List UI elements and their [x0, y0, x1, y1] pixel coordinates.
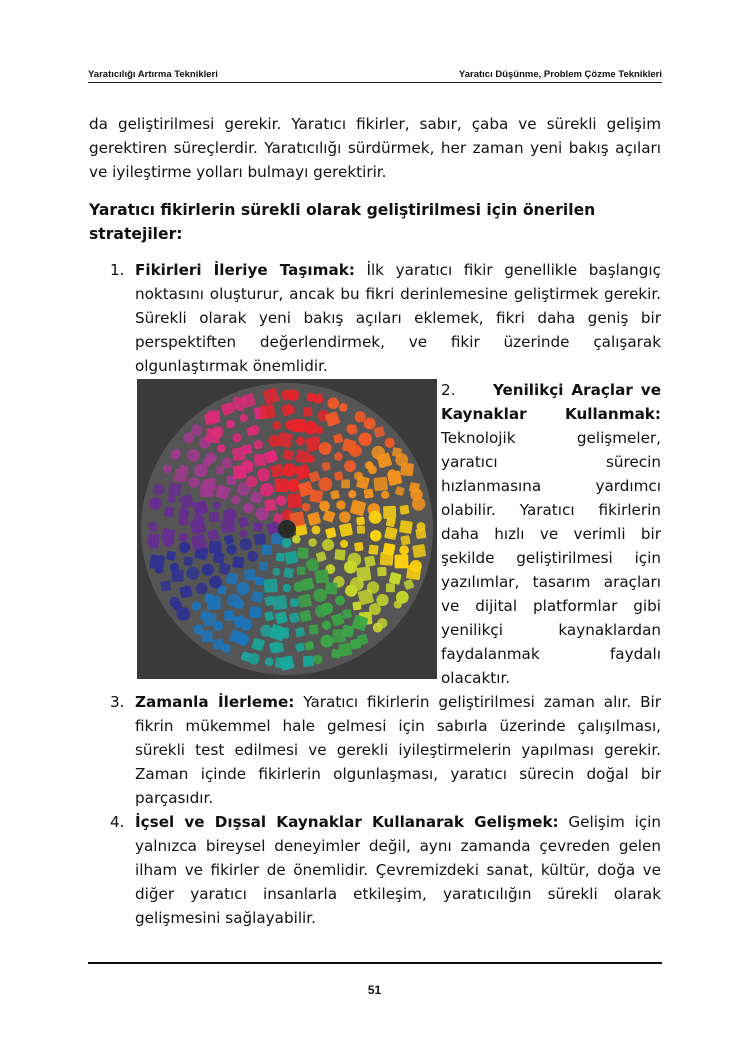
- mosaic-tile: [168, 482, 182, 496]
- mosaic-tile: [307, 455, 315, 463]
- mosaic-tile: [312, 525, 321, 534]
- mosaic-tile: [247, 551, 258, 562]
- mosaic-tile: [394, 600, 402, 608]
- mosaic-tile: [161, 528, 176, 543]
- mosaic-tile: [334, 549, 345, 560]
- mosaic-tile: [318, 477, 332, 491]
- item-text: Teknolojik gelişmeler, yaratıcı sürecin hızlanmasına yardımcı olabilir. Yaratıcı fikirlerin daha hızlı ve verimli bir şekilde geliştirilmesi için yazılımlar, tasarım araçları ve dijital platformlar gibi yenilikçi kaynaklardan faydalanmak faydalı olacaktır.: [441, 429, 661, 687]
- mosaic-tile: [250, 425, 260, 435]
- strategy-list: [89, 258, 661, 378]
- mosaic-tile: [172, 449, 181, 458]
- mosaic-tile: [192, 602, 201, 611]
- item-text: İlk yaratıcı fikir genellikle başlangıç noktasını oluşturur, ancak bu fikri derinlemesine geliştirmek gerekir. Sürekli olarak yeni bakış açıları eklemek, fikri daha geniş bir perspektiften değerlendirmek, ve fikir üzerinde çalışarak olgunlaştırmak önemlidir.: [135, 261, 661, 375]
- mosaic-tile: [186, 567, 199, 580]
- mosaic-tile: [246, 476, 257, 487]
- mosaic-tile: [250, 606, 262, 618]
- mosaic-tile: [231, 495, 241, 505]
- mosaic-tile: [223, 508, 237, 522]
- mosaic-tile: [206, 452, 217, 463]
- mosaic-tile: [205, 593, 215, 603]
- mosaic-tile: [364, 556, 376, 568]
- mosaic-tile: [296, 437, 305, 446]
- mosaic-tile: [399, 505, 409, 515]
- mosaic-tile: [187, 449, 199, 461]
- mosaic-tile: [386, 583, 395, 592]
- mosaic-tile: [168, 494, 177, 503]
- mosaic-tile: [308, 538, 316, 546]
- strategy-list-continued: [89, 690, 661, 930]
- item-title: İçsel ve Dışsal Kaynaklar Kullanarak Gelişmek:: [135, 813, 559, 831]
- mosaic-tile: [257, 468, 270, 481]
- mosaic-tile: [262, 545, 272, 555]
- mosaic-tile: [227, 594, 240, 607]
- mosaic-tile: [282, 463, 296, 477]
- list-item: [89, 810, 661, 930]
- mosaic-tile: [412, 497, 425, 510]
- mosaic-tile: [226, 420, 234, 428]
- header-left: Yaratıcılığı Artırma Teknikleri: [88, 69, 218, 80]
- mosaic-tile: [354, 542, 364, 552]
- mosaic-tile: [315, 426, 323, 434]
- mosaic-tile: [383, 506, 396, 519]
- mosaic-tile: [320, 635, 333, 648]
- mosaic-tile: [335, 596, 345, 606]
- mosaic-tile: [147, 533, 159, 545]
- page-number: 51: [367, 983, 382, 997]
- mosaic-tile: [232, 433, 241, 442]
- mosaic-tile: [290, 598, 298, 606]
- mosaic-tile: [373, 623, 383, 633]
- mosaic-tile: [334, 471, 343, 480]
- mosaic-tile: [344, 460, 356, 472]
- mosaic-tile: [264, 579, 278, 593]
- mosaic-tile: [240, 538, 252, 550]
- mosaic-tile: [327, 397, 339, 409]
- mosaic-tile: [254, 454, 266, 466]
- mosaic-tile: [339, 511, 351, 523]
- mosaic-tile: [399, 545, 409, 555]
- item-text: Gelişim için yalnızca bireysel deneyimler değil, aynı zamanda çevreden gelen ilham ve fikirler de önemlidir. Çevremizdeki sanat, kültür, doğa ve diğer yaratıcı insanlarla etkileşim, yaratıcılığın sürekli olarak gelişmesini sağlayabilir.: [135, 813, 661, 927]
- item-title: Yenilikçi Araçlar ve Kaynaklar Kullanmak:: [441, 381, 662, 423]
- mosaic-tile: [151, 498, 160, 507]
- mosaic-tile: [288, 389, 299, 400]
- mosaic-tile: [192, 514, 204, 526]
- mosaic-tile: [243, 503, 253, 513]
- page-body: [89, 112, 661, 930]
- footer-rule: [88, 962, 662, 964]
- mosaic-tile: [241, 460, 254, 473]
- mosaic-tile: [153, 484, 164, 495]
- item-number: 2.: [441, 381, 456, 399]
- mosaic-tile: [400, 463, 414, 477]
- mosaic-tile: [315, 569, 329, 583]
- mosaic-tile: [341, 479, 350, 488]
- mosaic-tile: [213, 501, 221, 509]
- mosaic-tile: [275, 657, 286, 668]
- mosaic-tile: [251, 590, 264, 603]
- mosaic-tile: [292, 419, 306, 433]
- mosaic-tile: [352, 601, 361, 610]
- mosaic-tile: [345, 585, 357, 597]
- running-header: [88, 69, 662, 83]
- list-item: [89, 690, 661, 810]
- mosaic-tile: [163, 465, 172, 474]
- mosaic-tile: [193, 624, 203, 634]
- mosaic-tile: [293, 582, 303, 592]
- mosaic-tile: [292, 535, 300, 543]
- mosaic-tile: [305, 436, 321, 452]
- mosaic-tile: [313, 655, 322, 664]
- mosaic-tile: [358, 432, 372, 446]
- mosaic-tile: [322, 539, 334, 551]
- list-item: [89, 258, 661, 378]
- mosaic-tile: [368, 465, 377, 474]
- mosaic-tile: [364, 418, 376, 430]
- mosaic-tile: [259, 562, 268, 571]
- mosaic-tile: [216, 466, 225, 475]
- mosaic-tile: [298, 594, 312, 608]
- section-heading: Yaratıcı fikirlerin sürekli olarak geliştirilmesi için önerilen stratejiler:: [89, 201, 596, 243]
- mosaic-tile: [400, 535, 411, 546]
- mosaic-tile: [357, 526, 365, 534]
- mosaic-tile: [412, 544, 426, 558]
- mosaic-tile: [224, 610, 235, 621]
- mosaic-tile: [275, 479, 288, 492]
- mosaic-tile: [183, 556, 193, 566]
- mosaic-tile: [202, 564, 214, 576]
- mosaic-tile: [272, 421, 280, 429]
- mosaic-tile: [265, 657, 274, 666]
- mosaic-tile: [303, 656, 314, 667]
- mosaic-tile: [260, 625, 272, 637]
- mosaic-tile: [276, 553, 285, 562]
- mosaic-tile: [325, 582, 338, 595]
- mosaic-tile: [244, 569, 256, 581]
- mosaic-tile: [160, 580, 171, 591]
- mosaic-tile: [164, 507, 174, 517]
- color-wheel-image: [137, 379, 437, 679]
- mosaic-tile: [282, 538, 292, 548]
- item-number: 3.: [110, 693, 125, 711]
- mosaic-tile: [344, 560, 357, 573]
- mosaic-tile: [194, 464, 207, 477]
- mosaic-tile: [196, 583, 208, 595]
- mosaic-tile: [339, 523, 353, 537]
- mosaic-tile: [260, 404, 275, 419]
- mosaic-tile: [287, 406, 295, 414]
- mosaic-tile: [369, 511, 382, 524]
- mosaic-tile: [254, 533, 266, 545]
- mosaic-tile: [183, 433, 194, 444]
- mosaic-tile: [236, 582, 249, 595]
- mosaic-tile: [240, 414, 248, 422]
- mosaic-tile: [264, 499, 277, 512]
- mosaic-tile: [331, 649, 341, 659]
- mosaic-tile: [395, 555, 409, 569]
- mosaic-tile: [232, 556, 244, 568]
- mosaic-tile: [381, 491, 389, 499]
- mosaic-tile: [283, 584, 291, 592]
- mosaic-tile: [149, 554, 165, 570]
- mosaic-tile: [302, 503, 311, 512]
- mosaic-tile: [370, 530, 381, 541]
- header-right: Yaratıcı Düşünme, Problem Çözme Teknikleri: [458, 69, 662, 80]
- mosaic-tile: [304, 421, 318, 435]
- mosaic-tile: [322, 620, 331, 629]
- mosaic-tile: [350, 639, 361, 650]
- intro-paragraph: da geliştirilmesi gerekir. Yaratıcı fikirler, sabır, çaba ve sürekli gelişim gerektiren süreçlerdir. Yaratıcılığı sürdürmek, her zaman yeni bakış açıları ve iyileştirme yolları bulmayı gerektirir.: [89, 115, 661, 181]
- mosaic-tile: [179, 542, 190, 553]
- mosaic-tile: [283, 567, 294, 578]
- mosaic-tile: [355, 411, 366, 422]
- mosaic-tile: [170, 563, 179, 572]
- mosaic-tile: [189, 477, 200, 488]
- mosaic-tile: [319, 501, 330, 512]
- mosaic-tile: [208, 410, 220, 422]
- figure-row: [137, 378, 661, 690]
- mosaic-tile: [148, 522, 158, 532]
- mosaic-tile: [319, 442, 332, 455]
- item-title: Zamanla İlerleme:: [135, 693, 295, 711]
- mosaic-tile: [380, 552, 394, 566]
- mosaic-tile: [306, 558, 319, 571]
- mosaic-tile: [253, 522, 263, 532]
- mosaic-tile: [227, 544, 237, 554]
- mosaic-tile: [297, 547, 309, 559]
- item-text: Yaratıcı fikirlerin geliştirilmesi zaman alır. Bir fikrin mükemmel hale gelmesi için sabırla üzerinde çalışılması, sürekli test edilmesi ve gerekli iyileştirmelerin yapılması gerekir. Zaman içinde fikirlerin olgunlaşması, yaratıcı sürecin doğal bir parçasıdır.: [135, 693, 661, 807]
- mosaic-tile: [273, 568, 281, 576]
- mosaic-tile: [333, 629, 347, 643]
- mosaic-tile: [334, 452, 343, 461]
- list-item: [441, 378, 661, 690]
- mosaic-tile: [209, 541, 222, 554]
- mosaic-tile: [209, 576, 222, 589]
- mosaic-tile: [284, 551, 298, 565]
- mosaic-tile: [287, 493, 302, 508]
- mosaic-tile: [254, 440, 263, 449]
- mosaic-tile: [373, 477, 388, 492]
- mosaic-tile: [297, 567, 305, 575]
- mosaic-tile: [385, 438, 395, 448]
- mosaic-tile: [342, 609, 352, 619]
- mosaic-tile: [260, 483, 273, 496]
- mosaic-tile: [356, 516, 365, 525]
- mosaic-tile: [303, 407, 313, 417]
- mosaic-tile: [313, 588, 327, 602]
- mosaic-tile: [339, 403, 348, 412]
- mosaic-tile: [348, 490, 356, 498]
- mosaic-tile: [377, 567, 387, 577]
- mosaic-tile: [309, 624, 319, 634]
- mosaic-tile: [239, 530, 247, 538]
- mosaic-tile: [217, 444, 225, 452]
- mosaic-tile: [242, 444, 252, 454]
- color-wheel-mosaic: [137, 379, 437, 679]
- wheel-center: [278, 520, 296, 538]
- mosaic-tile: [406, 565, 421, 580]
- mosaic-tile: [349, 444, 362, 457]
- mosaic-tile: [166, 551, 176, 561]
- mosaic-tile: [315, 605, 328, 618]
- mosaic-tile: [222, 458, 233, 469]
- item-number: 1.: [110, 261, 125, 279]
- mosaic-tile: [368, 545, 378, 555]
- mosaic-tile: [269, 641, 281, 653]
- mosaic-tile: [209, 512, 219, 522]
- mosaic-tile: [364, 489, 374, 499]
- mosaic-tile: [416, 522, 425, 531]
- mosaic-tile: [211, 426, 223, 438]
- mosaic-tile: [255, 576, 264, 585]
- mosaic-tile: [336, 500, 345, 509]
- item-number: 4.: [110, 813, 125, 831]
- mosaic-tile: [295, 627, 305, 637]
- mosaic-tile: [169, 597, 180, 608]
- item-title: Fikirleri İleriye Taşımak:: [135, 261, 355, 279]
- mosaic-tile: [399, 520, 413, 534]
- mosaic-tile: [309, 489, 323, 503]
- mosaic-tile: [340, 540, 348, 548]
- mosaic-tile: [276, 495, 286, 505]
